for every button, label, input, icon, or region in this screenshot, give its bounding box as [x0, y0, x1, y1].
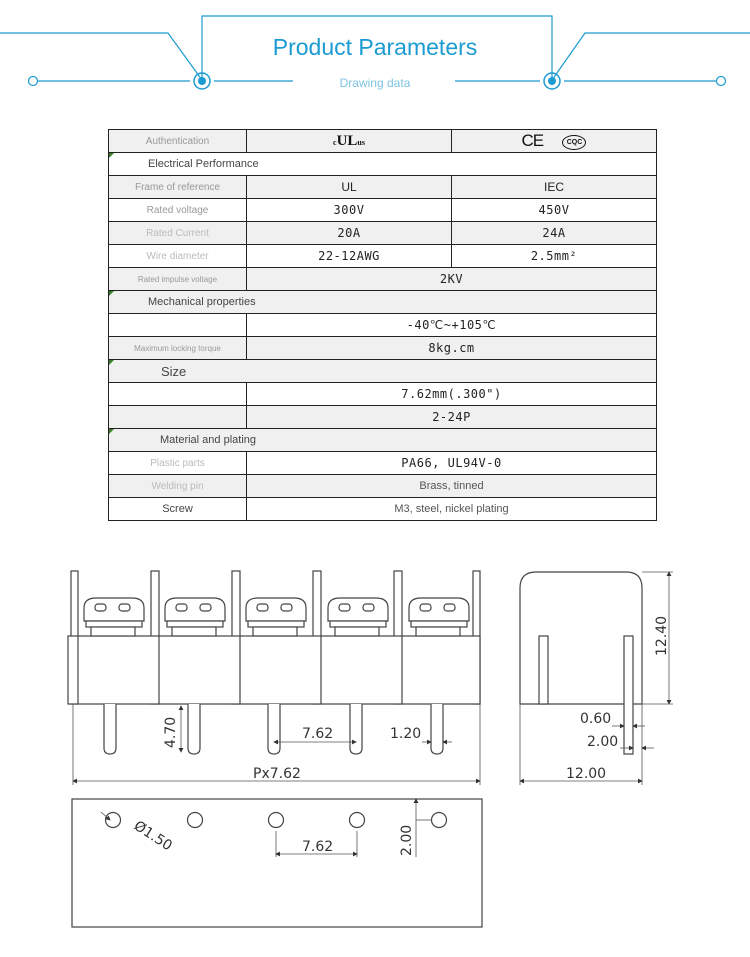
table-row — [109, 337, 657, 360]
front-pin-length-label: 4.70 — [163, 716, 179, 748]
table-row — [109, 222, 657, 245]
plastic-label: Plastic parts — [109, 452, 247, 475]
pcb-hole-diameter-label: Ø1.50 — [130, 817, 175, 855]
pin-value: Brass, tinned — [247, 475, 657, 498]
frame-iec: IEC — [452, 176, 657, 199]
side-pin-offset-label: 2.00 — [587, 734, 619, 750]
screw-value: M3, steel, nickel plating — [247, 498, 657, 521]
poles-value: 2-24P — [247, 406, 657, 429]
empty-cell — [109, 383, 247, 406]
current-label: Rated Current — [109, 222, 247, 245]
current-iec: 24A — [452, 222, 657, 245]
table-row — [109, 498, 657, 521]
table-row — [109, 314, 657, 337]
table-row — [109, 245, 657, 268]
pcb-row-offset-label: 2.00 — [399, 824, 415, 856]
frame-label: Frame of reference — [109, 176, 247, 199]
table-row — [109, 199, 657, 222]
pcb-pitch-label: 7.62 — [302, 839, 334, 855]
pcb-layout — [72, 799, 482, 927]
empty-cell — [109, 406, 247, 429]
torque-value: 8kg.cm — [247, 337, 657, 360]
wire-iec: 2.5mm² — [452, 245, 657, 268]
impulse-label: Rated impulse voltage — [109, 268, 247, 291]
side-pin-width-label: 0.60 — [580, 711, 612, 727]
page-subtitle: Drawing data — [339, 76, 411, 90]
ce-cqc-certification-logos — [452, 130, 657, 153]
table-row — [109, 268, 657, 291]
table-row — [109, 475, 657, 498]
side-height-label: 12.40 — [654, 615, 670, 656]
table-row — [109, 130, 657, 153]
wire-label: Wire diameter — [109, 245, 247, 268]
front-pin-width-label: 1.20 — [390, 726, 422, 742]
ul-certification-logo: cULus — [247, 130, 452, 153]
table-section-row — [109, 291, 657, 314]
section-size: Size — [109, 360, 657, 383]
page-title: Product Parameters — [272, 34, 478, 60]
table-row — [109, 383, 657, 406]
table-row — [109, 176, 657, 199]
voltage-ul: 300V — [247, 199, 452, 222]
screw-label: Screw — [109, 498, 247, 521]
section-material: Material and plating — [109, 429, 657, 452]
table-row — [109, 406, 657, 429]
pitch-value: 7.62mm(.300") — [247, 383, 657, 406]
side-width-label: 12.00 — [566, 766, 607, 782]
front-pitch-label: 7.62 — [302, 726, 334, 742]
empty-cell — [109, 314, 247, 337]
front-total-label: Px7.62 — [253, 766, 301, 782]
current-ul: 20A — [247, 222, 452, 245]
table-section-row — [109, 429, 657, 452]
pin-label: Welding pin — [109, 475, 247, 498]
section-electrical: Electrical Performance — [109, 153, 657, 176]
table-section-row — [109, 153, 657, 176]
cqc-logo: CQC — [562, 135, 586, 150]
torque-label: Maximum locking torque — [109, 337, 247, 360]
voltage-label: Rated voltage — [109, 199, 247, 222]
impulse-value: 2KV — [247, 268, 657, 291]
table-row — [109, 452, 657, 475]
wire-ul: 22-12AWG — [247, 245, 452, 268]
section-mechanical: Mechanical properties — [109, 291, 657, 314]
voltage-iec: 450V — [452, 199, 657, 222]
table-section-row — [109, 360, 657, 383]
authentication-label: Authentication — [109, 130, 247, 153]
technical-drawing — [0, 560, 750, 957]
temperature-value: -40℃~+105℃ — [247, 314, 657, 337]
parameters-table — [108, 129, 657, 521]
ce-logo: CE — [521, 131, 544, 150]
plastic-value: PA66, UL94V-0 — [247, 452, 657, 475]
frame-ul: UL — [247, 176, 452, 199]
